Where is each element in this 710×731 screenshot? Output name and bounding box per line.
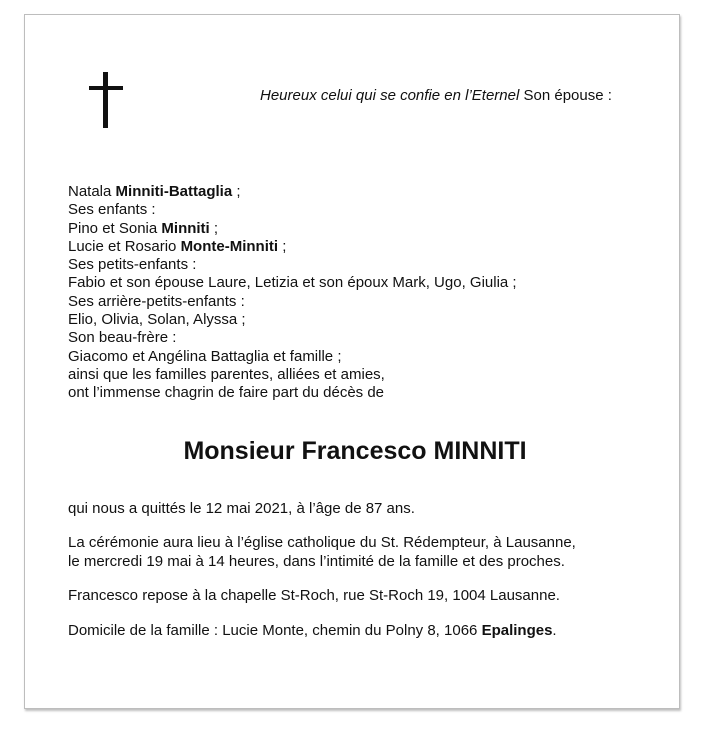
child2-surname: Monte-Minniti (180, 237, 279, 255)
grandchildren-heading: Ses petits-enfants : (68, 256, 197, 274)
ceremony-line-2: le mercredi 19 mai à 14 heures, dans l’intimité de la famille et des proches. (68, 552, 565, 570)
brother-in-law-heading: Son beau-frère : (68, 329, 177, 347)
announcement-line: ont l’immense chagrin de faire part du décès de (68, 384, 385, 402)
cross-icon (89, 72, 123, 128)
child1-punct: ; (209, 219, 219, 237)
ceremony-paragraph (68, 534, 576, 571)
death-date-line: qui nous a quittés le 12 mai 2021, à l’âge de 87 ans. (68, 500, 415, 517)
wife-punct: ; (232, 183, 241, 200)
child1-names: Pino et Sonia (68, 219, 162, 237)
brother-in-law-line: Giacomo et Angélina Battaglia et famille ; (68, 347, 342, 365)
relatives-line: ainsi que les familles parentes, alliées et amies, (68, 365, 385, 383)
child1-line (68, 220, 517, 238)
repose-line: Francesco repose à la chapelle St-Roch, rue St-Roch 19, 1004 Lausanne. (68, 587, 560, 604)
children-heading: Ses enfants : (68, 201, 156, 219)
child2-names: Lucie et Rosario (68, 237, 181, 255)
domicile-line (68, 622, 557, 641)
family-list (68, 183, 517, 403)
great-grandchildren-heading: Ses arrière-petits-enfants : (68, 292, 245, 310)
verse-quote: Heureux celui qui se confie en l’Eternel (260, 87, 520, 104)
child2-line (68, 238, 517, 256)
wife-first-name: Natala (68, 183, 116, 200)
wife-surname: Minniti-Battaglia (115, 183, 233, 200)
grandchildren-line: Fabio et son épouse Laure, Letizia et son époux Mark, Ugo, Giulia ; (68, 274, 517, 292)
verse-line (260, 87, 612, 104)
great-grandchildren-line: Elio, Olivia, Solan, Alyssa ; (68, 311, 246, 329)
child2-punct: ; (278, 237, 287, 255)
domicile-punct: . (552, 622, 557, 639)
wife-line (68, 183, 517, 201)
ceremony-line-1: La cérémonie aura lieu à l’église catholique du St. Rédempteur, à Lausanne, (68, 534, 576, 551)
domicile-address: Domicile de la famille : Lucie Monte, chemin du Polny 8, 1066 (68, 622, 482, 639)
verse-tail: Son épouse : (519, 87, 612, 104)
deceased-name: Monsieur Francesco MINNITI (183, 437, 527, 465)
child1-surname: Minniti (161, 219, 210, 237)
domicile-city: Epalinges (481, 622, 553, 639)
